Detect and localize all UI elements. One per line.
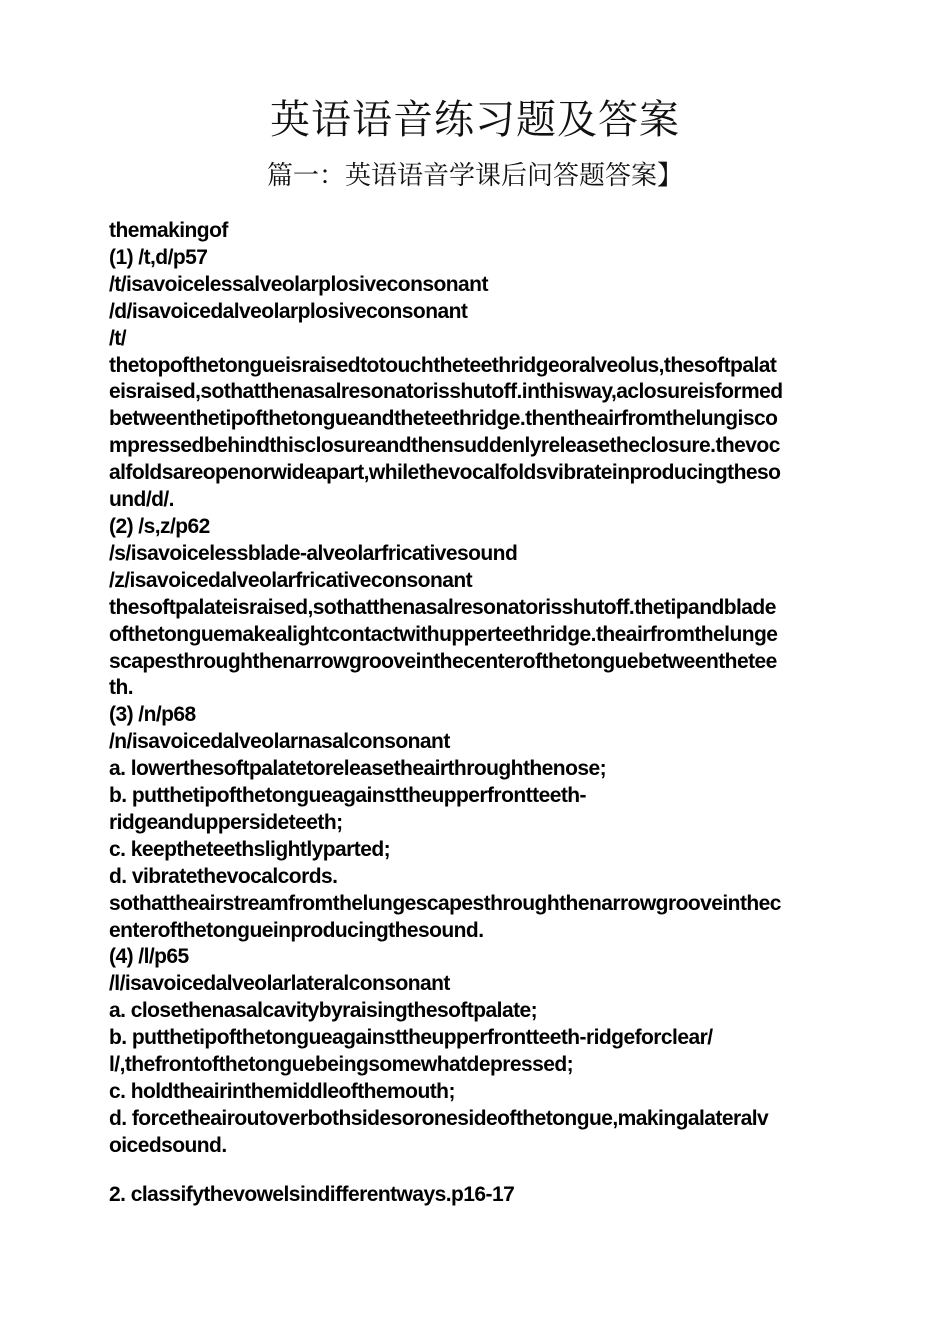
body-line: c. keeptheteethslightlyparted;: [109, 837, 391, 861]
body-line: ofthetonguemakealightcontactwithupperteethridge.theairfromthelunge: [109, 622, 778, 646]
document-subtitle: 篇一：英语语音学课后问答题答案】: [266, 161, 683, 191]
body-line: a. closethenasalcavitybyraisingthesoftpalate;: [109, 999, 538, 1023]
body-line: themakingof: [109, 219, 228, 242]
body-line: b. putthetipofthetongueagainsttheupperfrontteeth-ridgeforclear/: [109, 1026, 713, 1050]
body-line: (3) /n/p68: [109, 703, 196, 727]
body-line: a. lowerthesoftpalatetoreleasetheairthroughthenose;: [109, 757, 607, 781]
body-line: /t/: [109, 326, 127, 350]
body-line: und/d/.: [109, 488, 174, 512]
document-title: 英语语音练习题及答案: [270, 97, 680, 143]
body-line: 2. classifythevowelsindifferentways.p16-17: [109, 1182, 515, 1206]
body-line: enterofthetongueinproducingthesound.: [109, 918, 484, 942]
body-line: th.: [109, 676, 134, 700]
body-line: l/,thefrontofthetonguebeingsomewhatdepressed;: [109, 1053, 574, 1077]
body-line: b. putthetipofthetongueagainsttheupperfrontteeth-: [109, 784, 586, 808]
body-line: alfoldsareopenorwideapart,whilethevocalfoldsvibrateinproducingtheso: [109, 461, 781, 485]
body-line: /z/isavoicedalveolarfricativeconsonant: [109, 568, 473, 592]
body-line: (2) /s,z/p62: [109, 514, 210, 538]
document-body: [109, 218, 844, 1209]
body-line: thesoftpalateisraised,sothatthenasalresonatorisshutoff.thetipandblade: [109, 595, 776, 619]
body-line: /l/isavoicedalveolarlateralconsonant: [109, 972, 450, 996]
body-line: (4) /l/p65: [109, 945, 189, 969]
body-line: oicedsound.: [109, 1133, 227, 1157]
body-line: sothattheairstreamfromthelungescapesthroughthenarrowgrooveinthec: [109, 891, 781, 915]
body-line: thetopofthetongueisraisedtotouchtheteethridgeoralveolus,thesoftpalat: [109, 353, 777, 377]
body-line: ridgeanduppersideteeth;: [109, 810, 343, 834]
body-line: c. holdtheairinthemiddleofthemouth;: [109, 1080, 455, 1103]
body-line: /t/isavoicelessalveolarplosiveconsonant: [109, 272, 488, 296]
body-line: d. vibratethevocalcords.: [109, 864, 338, 888]
body-line: /s/isavoicelessblade-alveolarfricativesound: [109, 541, 518, 565]
body-line: (1) /t,d/p57: [109, 245, 208, 269]
body-line: betweenthetipofthetongueandtheteethridge.thentheairfromthelungisco: [109, 407, 778, 431]
body-line: mpressedbehindthisclosureandthensuddenlyreleasetheclosure.thevoc: [109, 434, 780, 458]
body-line: /d/isavoicedalveolarplosiveconsonant: [109, 299, 468, 323]
body-line: d. forcetheairoutoverbothsidesoronesideofthetongue,makingalateralv: [109, 1106, 769, 1130]
body-line: scapesthroughthenarrowgrooveinthecenterofthetonguebetweenthetee: [109, 649, 777, 673]
body-line: eisraised,sothatthenasalresonatorisshutoff.inthisway,aclosureisformed: [109, 380, 783, 404]
body-line: /n/isavoicedalveolarnasalconsonant: [109, 730, 450, 754]
